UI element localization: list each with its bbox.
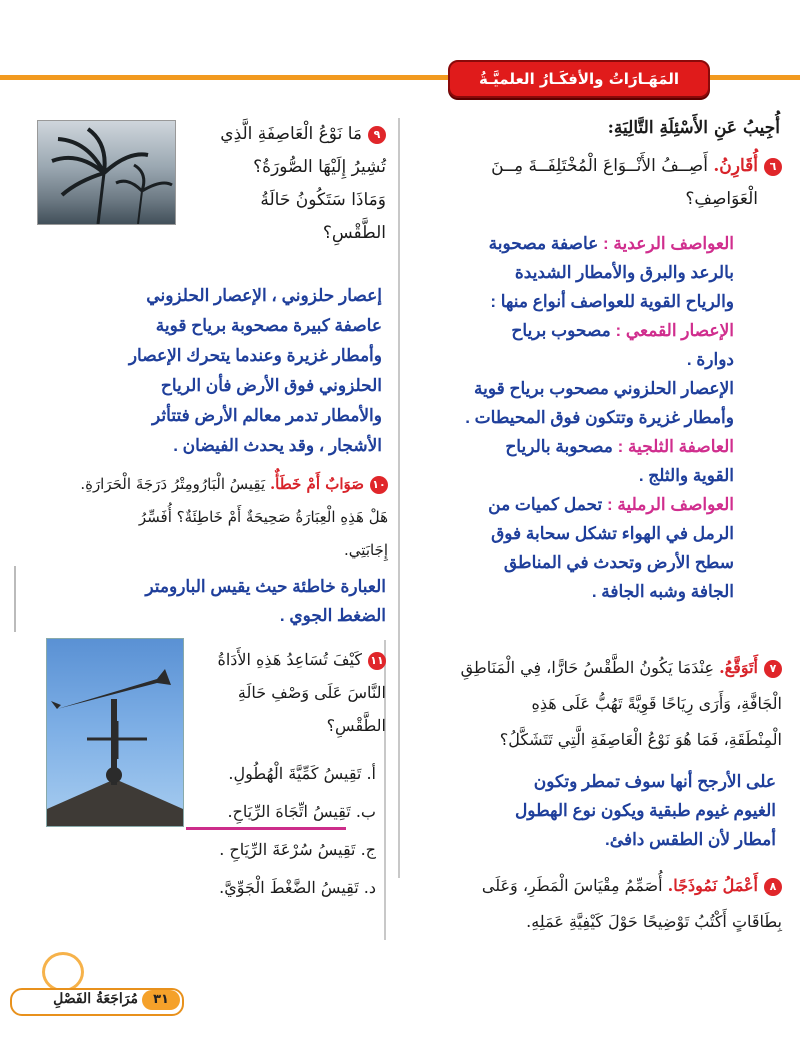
question-9-line1: مَا نَوْعُ الْعَاصِفَةِ الَّذِي	[220, 124, 362, 144]
question-9-line3: وَمَاذَا سَتَكُونُ حَالَةُ	[260, 190, 386, 210]
question-10-line1: يَقِيسُ الْبَارُومِتْرُ دَرَجَةَ الْحَرَارَةِ.	[80, 475, 266, 493]
question-7-line3: الْمِنْطَقَةِ، فَمَا هُوَ نَوْعُ الْعَاصِفَةِ الَّتِي تَتَشَكَّلُ؟	[499, 730, 782, 749]
answer-9-line-5: والأمطار تدمر معالم الأرض فتتأثر	[152, 406, 382, 425]
answer-10-line-2: الضغط الجوي .	[279, 606, 386, 625]
answer-6-line-5: دوارة .	[686, 350, 734, 369]
question-8-line1: أُصَمِّمُ مِقْيَاسَ الْمَطَرِ، وَعَلَى	[481, 876, 663, 895]
answer-9-line-3: وأمطار غزيرة وعندما يتحرك الإعصار	[128, 346, 382, 365]
answer-7-line-1: على الأرجح أنها سوف تمطر وتكون	[533, 772, 776, 791]
answer-6-line-12: سطح الأرض وتحدث في المناطق	[503, 553, 734, 572]
answer-9-line-1: إعصار حلزوني ، الإعصار الحلزوني	[146, 286, 382, 305]
decorative-logo-icon	[42, 952, 84, 992]
question-10-keyword: صَوَابٌ أَمْ خَطَأٌ.	[269, 475, 364, 493]
question-6-keyword: أُقَارِنُ.	[713, 156, 758, 176]
answer-9-line-2: عاصفة كبيرة مصحوبة برياح قوية	[155, 316, 382, 335]
answer-6	[404, 229, 734, 606]
question-10	[10, 468, 388, 567]
answer-7	[408, 767, 776, 854]
question-7-line2: الْجَافَّةِ، وَأَرَى رِيَاحًا قَوِيَّةً تَهُبُّ عَلَى هَذِهِ	[531, 694, 782, 713]
question-9-line4: الطَّقْسِ؟	[322, 223, 386, 243]
question-8-line2: بِطَاقَاتٍ أَكْتُبُ تَوْضِيحًا حَوْلَ كَيْفِيَّةِ عَمَلِهِ.	[526, 912, 782, 931]
answer-6-label-1: العواصف الرعدية :	[603, 234, 734, 253]
question-11-option-b: ب. تَقِيسُ اتِّجَاهَ الرِّيَاحِ.	[227, 802, 376, 821]
question-10-line2: هَلْ هَذِهِ الْعِبَارَةُ صَحِيحَةٌ أَمْ خَاطِئَةٌ؟ أُفَسِّرُ	[138, 508, 388, 526]
section-banner	[448, 60, 710, 98]
answer-10	[22, 572, 386, 630]
question-11-number: ١١	[368, 652, 386, 670]
question-11-line3: الطَّقْسِ؟	[326, 716, 386, 735]
question-9-line2: تُشِيرُ إِلَيْهَا الصُّورَةُ؟	[253, 157, 386, 177]
answer-6-line-11: الرمل في الهواء تشكل سحابة فوق	[491, 524, 734, 543]
question-11	[190, 643, 386, 742]
answer-6-text-1: عاصفة مصحوبة	[488, 234, 604, 253]
answer-6-line-9: القوية والثلج .	[638, 466, 734, 485]
question-11-line1: كَيْفَ تُسَاعِدُ هَذِهِ الأَدَاةُ	[217, 650, 362, 669]
question-9	[190, 118, 386, 250]
answer-6-line-2: بالرعد والبرق والأمطار الشديدة	[514, 263, 734, 282]
answer-6-line-7: وأمطار غزيرة وتتكون فوق المحيطات .	[465, 408, 734, 427]
footer-title: مُرَاجَعَةُ الفَصْلِ	[53, 991, 138, 1007]
question-6-line2: الْعَوَاصِفِ؟	[685, 189, 758, 209]
question-8-number: ٨	[764, 878, 782, 896]
question-11-options	[160, 755, 376, 907]
question-9-number: ٩	[368, 126, 386, 144]
answer-6-text-10: تحمل كميات من	[488, 495, 607, 514]
instructions: أُجِيبُ عَنِ الأَسْئِلَةِ التَّالِيَةِ:	[607, 118, 780, 138]
question-7-keyword: أَتَوَقَّعُ.	[719, 658, 758, 677]
answer-7-line-2: الغيوم غيوم طبقية ويكون نوع الهطول	[514, 801, 776, 820]
question-10-number: ١٠	[370, 476, 388, 494]
answer-6-text-8: مصحوبة بالرياح	[505, 437, 618, 456]
answer-9	[10, 281, 382, 461]
answer-9-line-4: الحلزوني فوق الأرض فأن الرياح	[160, 376, 382, 395]
answer-6-line-3: والرياح القوية للعواصف أنواع منها :	[490, 292, 734, 311]
question-8	[406, 868, 782, 940]
section-banner-title: المَهَـارَاتُ والأفكَـارُ العلميَّـةُ	[478, 70, 680, 88]
page-number: ٣١	[142, 990, 180, 1010]
question-11-option-a: أ. تَقِيسُ كَمِّيَّةَ الْهُطُولِ.	[228, 764, 376, 783]
question-11-option-c: ج. تَقِيسُ سُرْعَةَ الرِّيَاحِ .	[219, 840, 376, 859]
answer-6-text-4: مصحوب برياح	[511, 321, 616, 340]
question-8-keyword: أَعْمَلُ نَمُوذَجًا.	[667, 876, 758, 895]
question-7-number: ٧	[764, 660, 782, 678]
question-11-option-d: د. تَقِيسُ الضَّغْطَ الْجَوِّيَّ.	[219, 878, 376, 897]
answer-6-line-6: الإعصار الحلزوني مصحوب برياح قوية	[474, 379, 734, 398]
answer-10-line-1: العبارة خاطئة حيث يقيس البارومتر	[145, 577, 386, 596]
answer-6-line-13: الجافة وشبه الجافة .	[591, 582, 734, 601]
question-6-line1: أَصِــفُ الأَنْــوَاعَ الْمُخْتَلِفَــةَ مِــنَ	[491, 156, 708, 176]
answer-6-label-10: العواصف الرملية :	[606, 495, 734, 514]
storm-photo	[37, 120, 176, 225]
palm-trees-illustration	[38, 121, 175, 224]
question-7	[406, 650, 782, 758]
answer-6-label-8: العاصفة الثلجية :	[617, 437, 734, 456]
question-11-line2: النَّاسَ عَلَى وَصْفِ حَالَةِ	[237, 683, 386, 702]
column-divider	[398, 118, 400, 878]
answer-7-line-3: أمطار لأن الطقس دافئ.	[605, 830, 776, 849]
answer-11-underline	[186, 827, 346, 830]
answer-6-label-4: الإعصار القمعي :	[615, 321, 734, 340]
question-6	[406, 150, 782, 216]
answer-9-line-6: الأشجار ، وقد يحدث الفيضان .	[173, 436, 382, 455]
question-6-number: ٦	[764, 158, 782, 176]
question-10-line3: إِجَابَتِي.	[344, 541, 388, 559]
question-7-line1: عِنْدَمَا يَكُونُ الطَّقْسُ حَارًّا، فِي الْمَنَاطِقِ	[460, 658, 714, 677]
